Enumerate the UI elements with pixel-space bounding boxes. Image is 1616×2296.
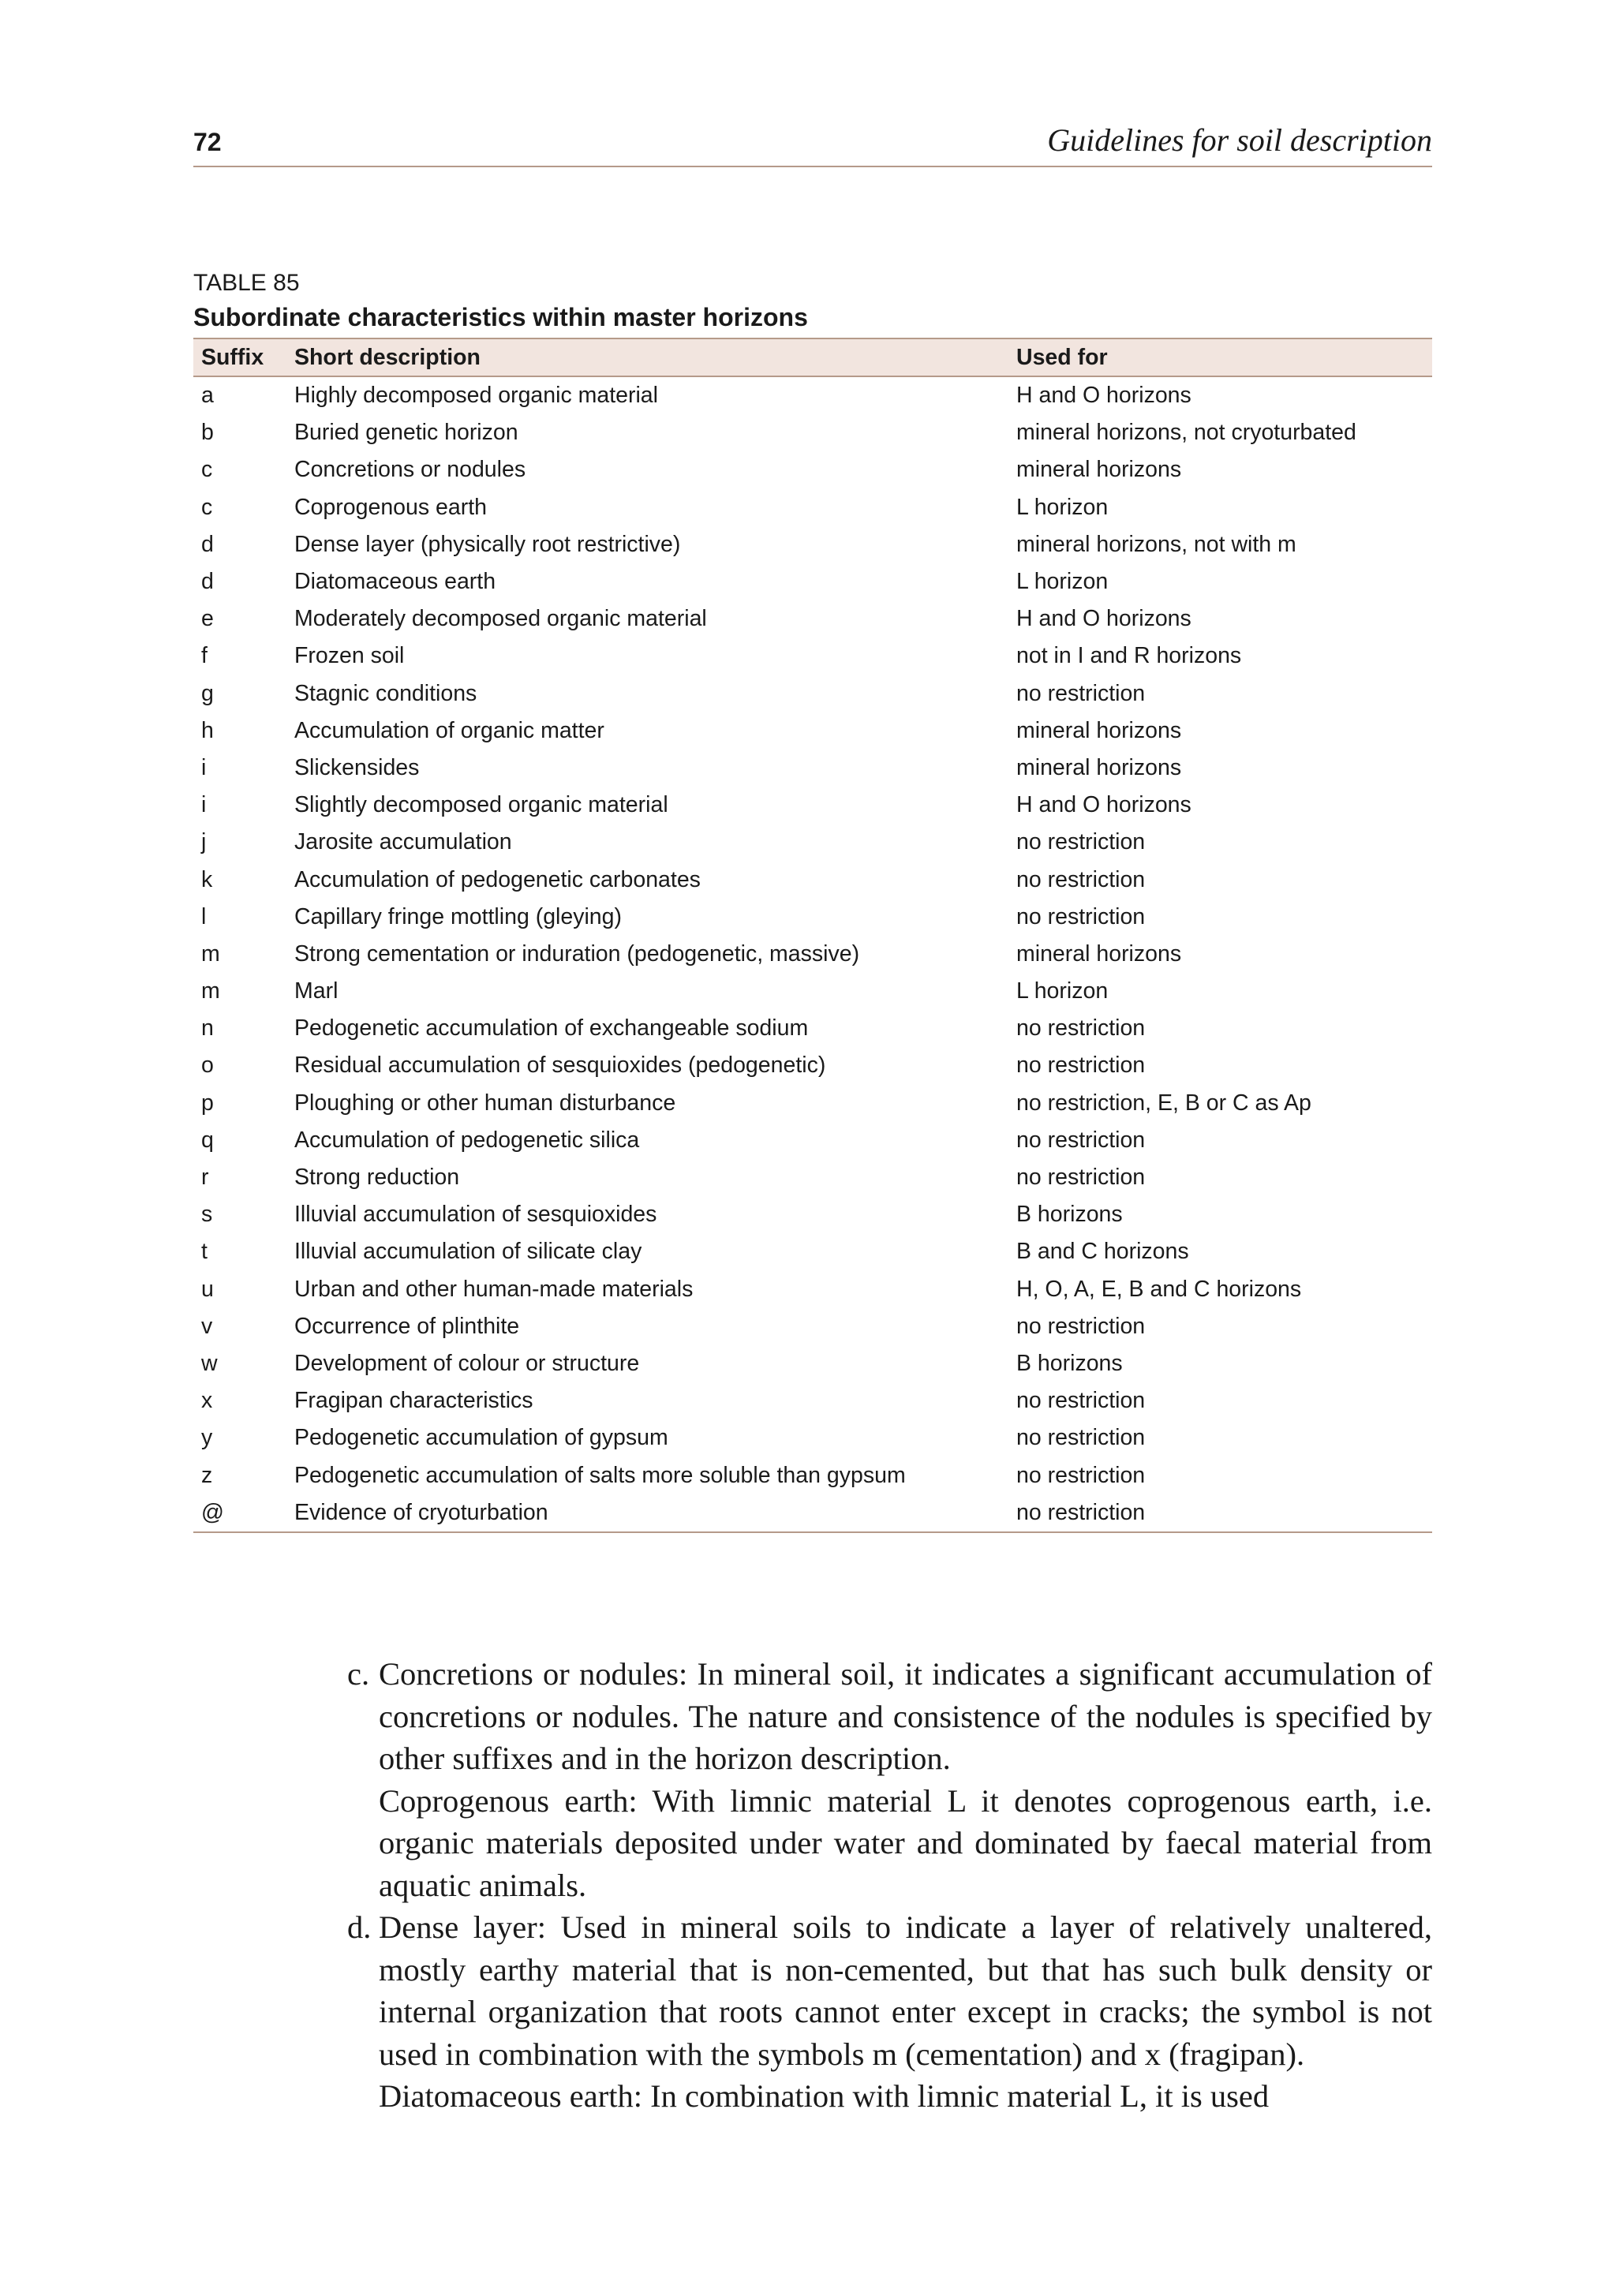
short-description-cell: Slickensides: [294, 754, 420, 780]
table-row: [193, 750, 1432, 787]
used-for-cell: B and C horizons: [1016, 1239, 1189, 1265]
table-row: [193, 414, 1432, 451]
suffix-cell: a: [201, 383, 214, 409]
short-description-cell: Pedogenetic accumulation of salts more soluble than gypsum: [294, 1462, 906, 1488]
paragraph: Concretions or nodules: In mineral soil, it indicates a significant accumulation of concretions or nodules. The nature and consistence of the nodules is specified by other suffixes and in the horizon description.: [379, 1656, 1432, 1776]
suffix-cell: q: [201, 1127, 214, 1153]
suffix-cell: g: [201, 680, 214, 706]
short-description-cell: Buried genetic horizon: [294, 420, 518, 446]
column-header-suffix: Suffix: [193, 338, 286, 376]
table-row: [193, 899, 1432, 936]
used-for-cell: no restriction: [1016, 829, 1146, 855]
list-item: [347, 1906, 1432, 2118]
table-row: [193, 973, 1432, 1010]
used-for-cell: no restriction: [1016, 1015, 1146, 1041]
used-for-cell: no restriction: [1008, 1494, 1432, 1532]
suffix-cell: m: [201, 978, 220, 1004]
used-for-cell: not in I and R horizons: [1016, 643, 1242, 669]
paragraph: Diatomaceous earth: In combination with limnic material L, it is used: [379, 2078, 1270, 2114]
used-for-cell: mineral horizons: [1016, 940, 1182, 967]
used-for-cell: mineral horizons: [1016, 717, 1182, 743]
suffix-cell: f: [201, 643, 208, 669]
list-item-label: d.: [347, 1909, 372, 1945]
used-for-cell: L horizon: [1016, 494, 1109, 520]
table-number: TABLE 85: [193, 270, 300, 296]
short-description-cell: Pedogenetic accumulation of gypsum: [294, 1425, 668, 1451]
table-row: [193, 1047, 1432, 1084]
table-row: [193, 1308, 1432, 1345]
table-row: [193, 824, 1432, 861]
table-row: [193, 1457, 1432, 1494]
used-for-cell: H and O horizons: [1016, 383, 1191, 409]
suffix-cell: t: [201, 1239, 208, 1265]
table-row: [193, 376, 1432, 414]
used-for-cell: mineral horizons: [1016, 754, 1182, 780]
short-description-cell: Residual accumulation of sesquioxides (pedogenetic): [294, 1053, 826, 1079]
horizon-suffix-table: [193, 338, 1432, 1533]
short-description-cell: Urban and other human-made materials: [294, 1276, 694, 1302]
table-row: [193, 675, 1432, 712]
list-item-label: c.: [347, 1656, 370, 1692]
table-row: [193, 1382, 1432, 1419]
used-for-cell: L horizon: [1016, 569, 1109, 595]
table-row: [193, 1233, 1432, 1270]
used-for-cell: no restriction: [1016, 1425, 1146, 1451]
used-for-cell: no restriction, E, B or C as Ap: [1016, 1090, 1311, 1116]
short-description-cell: Highly decomposed organic material: [294, 383, 658, 409]
table-row: [193, 1345, 1432, 1382]
used-for-cell: no restriction: [1016, 903, 1146, 929]
table-row: [193, 1494, 1432, 1532]
short-description-cell: Moderately decomposed organic material: [294, 606, 707, 632]
short-description-cell: Ploughing or other human disturbance: [294, 1090, 676, 1116]
used-for-cell: H, O, A, E, B and C horizons: [1016, 1276, 1302, 1302]
suffix-cell: d: [201, 531, 214, 557]
short-description-cell: Accumulation of pedogenetic carbonates: [294, 866, 701, 892]
table-row: [193, 1419, 1432, 1457]
suffix-cell: k: [201, 866, 213, 892]
suffix-cell: e: [201, 606, 214, 632]
used-for-cell: no restriction: [1016, 1462, 1146, 1488]
suffix-cell: v: [201, 1313, 213, 1339]
used-for-cell: no restriction: [1016, 1165, 1146, 1191]
suffix-cell: n: [201, 1015, 214, 1041]
table-row: [193, 1196, 1432, 1233]
short-description-cell: Illuvial accumulation of sesquioxides: [294, 1202, 657, 1228]
table-row: [193, 451, 1432, 488]
suffix-cell: d: [201, 569, 214, 595]
short-description-cell: Fragipan characteristics: [294, 1388, 533, 1414]
suffix-cell: o: [201, 1053, 214, 1079]
table-row: [193, 787, 1432, 824]
table-row: [193, 1271, 1432, 1308]
short-description-cell: Pedogenetic accumulation of exchangeable sodium: [294, 1015, 809, 1041]
suffix-cell: m: [201, 940, 220, 967]
suffix-cell: i: [201, 792, 207, 818]
table-row: [193, 861, 1432, 898]
suffix-cell: w: [201, 1350, 218, 1376]
column-header-used-for: Used for: [1008, 338, 1432, 376]
short-description-cell: Occurrence of plinthite: [294, 1313, 520, 1339]
short-description-cell: Marl: [294, 978, 339, 1004]
table-row: [193, 712, 1432, 750]
suffix-cell: u: [201, 1276, 214, 1302]
short-description-cell: Diatomaceous earth: [294, 569, 496, 595]
used-for-cell: no restriction: [1016, 1313, 1146, 1339]
used-for-cell: no restriction: [1016, 1127, 1146, 1153]
suffix-cell: b: [201, 420, 214, 446]
used-for-cell: no restriction: [1016, 866, 1146, 892]
column-header-short-description: Short description: [286, 338, 1008, 376]
body-text: [347, 1653, 1432, 2118]
short-description-cell: Frozen soil: [294, 643, 405, 669]
table-row: [193, 936, 1432, 973]
table-title: Subordinate characteristics within master horizons: [193, 303, 808, 331]
short-description-cell: Strong cementation or induration (pedogenetic, massive): [294, 940, 860, 967]
suffix-cell: z: [201, 1462, 213, 1488]
paragraph: Dense layer: Used in mineral soils to indicate a layer of relatively unaltered, mostly earthy material that is non-cemented, but that has such bulk density or internal organization that roots cannot enter except in cracks; the symbol is not used in combination with the symbols m (cementation) and x (fragipan).: [379, 1909, 1432, 2072]
suffix-cell: c: [201, 494, 213, 520]
table-row: [193, 526, 1432, 563]
suffix-cell: s: [201, 1202, 213, 1228]
list-item: [347, 1653, 1432, 1906]
table-row: [193, 563, 1432, 600]
short-description-cell: Dense layer (physically root restrictive): [294, 531, 681, 557]
page-header: [193, 118, 1432, 167]
suffix-cell: r: [201, 1165, 209, 1191]
suffix-cell: j: [201, 829, 207, 855]
table-row: [193, 1085, 1432, 1122]
suffix-cell: @: [193, 1494, 286, 1532]
table-row: [193, 489, 1432, 526]
short-description-cell: Capillary fringe mottling (gleying): [294, 903, 623, 929]
table-row: [193, 1159, 1432, 1196]
used-for-cell: mineral horizons: [1016, 457, 1182, 483]
suffix-cell: h: [201, 717, 214, 743]
used-for-cell: no restriction: [1016, 680, 1146, 706]
suffix-cell: x: [201, 1388, 213, 1414]
suffix-cell: c: [201, 457, 213, 483]
short-description-cell: Slightly decomposed organic material: [294, 792, 668, 818]
used-for-cell: B horizons: [1016, 1202, 1123, 1228]
suffix-cell: p: [201, 1090, 214, 1116]
table-row: [193, 1010, 1432, 1047]
used-for-cell: H and O horizons: [1016, 606, 1191, 632]
suffix-cell: l: [201, 903, 207, 929]
short-description-cell: Accumulation of organic matter: [294, 717, 604, 743]
page-number: 72: [193, 128, 222, 156]
short-description-cell: Evidence of cryoturbation: [286, 1494, 1008, 1532]
suffix-cell: i: [201, 754, 207, 780]
short-description-cell: Concretions or nodules: [294, 457, 526, 483]
used-for-cell: mineral horizons, not with m: [1016, 531, 1296, 557]
paragraph: Coprogenous earth: With limnic material L it denotes coprogenous earth, i.e. organic materials deposited under water and dominated by faecal material from aquatic animals.: [379, 1782, 1432, 1903]
used-for-cell: no restriction: [1016, 1053, 1146, 1079]
short-description-cell: Accumulation of pedogenetic silica: [294, 1127, 640, 1153]
table-body: [193, 376, 1432, 1532]
table-header-row: [193, 338, 1432, 376]
used-for-cell: B horizons: [1016, 1350, 1123, 1376]
used-for-cell: mineral horizons, not cryoturbated: [1016, 420, 1356, 446]
short-description-cell: Coprogenous earth: [294, 494, 488, 520]
short-description-cell: Development of colour or structure: [294, 1350, 640, 1376]
short-description-cell: Illuvial accumulation of silicate clay: [294, 1239, 642, 1265]
short-description-cell: Jarosite accumulation: [294, 829, 512, 855]
used-for-cell: L horizon: [1016, 978, 1109, 1004]
used-for-cell: H and O horizons: [1016, 792, 1191, 818]
short-description-cell: Strong reduction: [294, 1165, 460, 1191]
table-row: [193, 1122, 1432, 1159]
table-row: [193, 600, 1432, 638]
running-title: Guidelines for soil description: [1047, 122, 1432, 158]
table-row: [193, 638, 1432, 675]
short-description-cell: Stagnic conditions: [294, 680, 477, 706]
used-for-cell: no restriction: [1016, 1388, 1146, 1414]
suffix-cell: y: [201, 1425, 213, 1451]
